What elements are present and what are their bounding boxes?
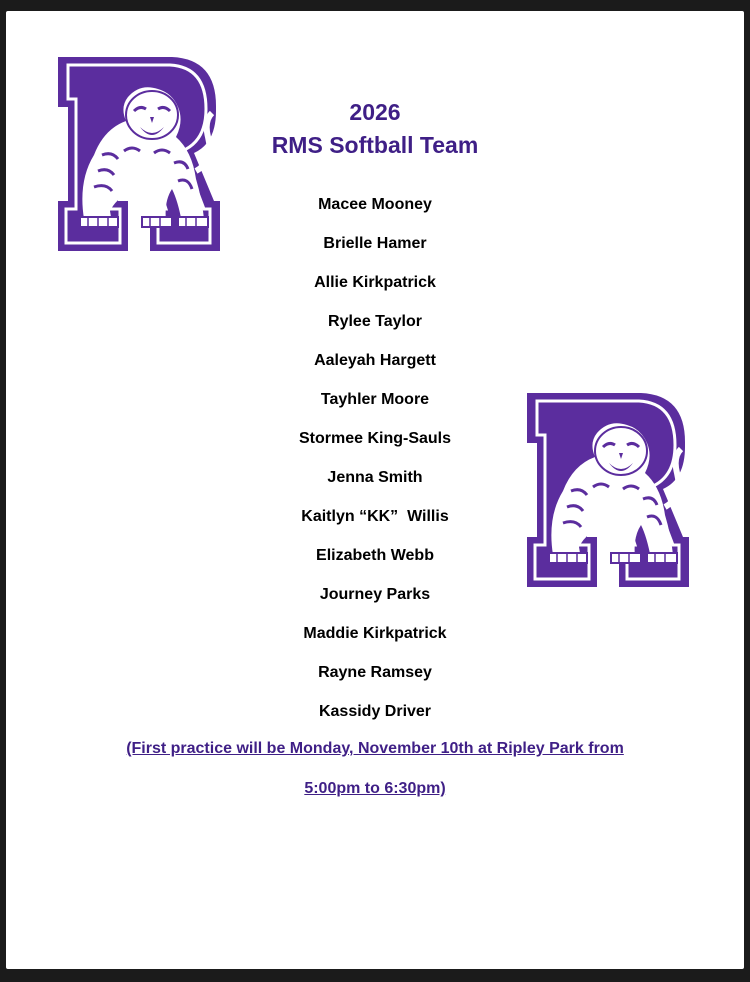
page-title-team: RMS Softball Team: [271, 132, 479, 158]
roster-item: Macee Mooney: [318, 196, 432, 213]
roster-item: Aaleyah Hargett: [314, 352, 436, 369]
roster-item: Stormee King-Sauls: [298, 430, 452, 447]
roster-list: [6, 194, 744, 740]
page-title-year: 2026: [349, 99, 401, 125]
roster-item: Kassidy Driver: [318, 703, 432, 720]
roster-item: Jenna Smith: [327, 469, 423, 486]
practice-note-line-2: 5:00pm to 6:30pm): [304, 780, 446, 797]
roster-item: Brielle Hamer: [323, 235, 427, 252]
document-page: [6, 11, 744, 969]
roster-item: Elizabeth Webb: [316, 547, 434, 564]
roster-item: Rayne Ramsey: [318, 664, 432, 681]
roster-item: Maddie Kirkpatrick: [303, 625, 447, 642]
practice-note-line-1: (First practice will be Monday, November 10th at Ripley Park from: [126, 740, 624, 757]
roster-item: Rylee Taylor: [328, 313, 422, 330]
roster-item: Journey Parks: [319, 586, 431, 603]
roster-item: Allie Kirkpatrick: [314, 274, 436, 291]
roster-item: Tayhler Moore: [320, 391, 430, 408]
roster-item: Kaitlyn “KK” Willis: [301, 508, 449, 525]
